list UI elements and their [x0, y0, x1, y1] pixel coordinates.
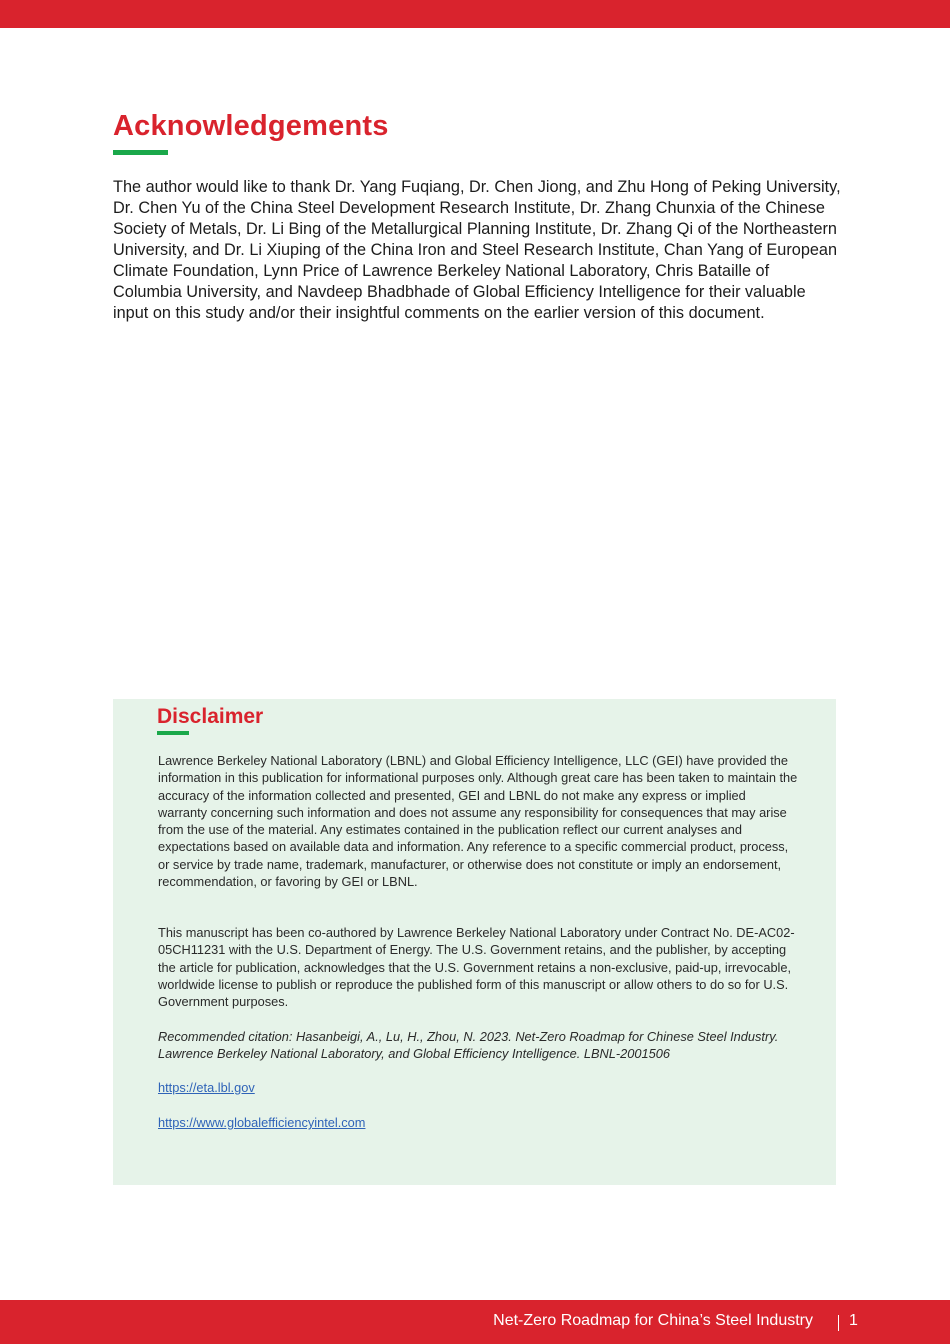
footer-bar — [0, 1300, 950, 1344]
page-number: 1 — [849, 1312, 858, 1329]
acknowledgements-heading: Acknowledgements — [113, 110, 389, 142]
recommended-citation: Recommended citation: Hasanbeigi, A., Lu, H., Zhou, N. 2023. Net-Zero Roadmap for Chinese Steel Industry. Lawrence Berkeley National Laboratory, and Global Efficiency Intelligence. LBNL-2001506 — [158, 1029, 779, 1062]
gei-link[interactable]: https://www.globalefficiencyintel.com — [158, 1115, 366, 1130]
footer-document-title: Net-Zero Roadmap for China’s Steel Industry — [493, 1312, 813, 1329]
link-row-lbl — [158, 1079, 798, 1096]
footer-separator — [838, 1315, 839, 1331]
lbl-link[interactable]: https://eta.lbl.gov — [158, 1080, 255, 1095]
disclaimer-paragraph-2: This manuscript has been co-authored by Lawrence Berkeley National Laboratory under Contract No. DE-AC02-05CH11231 with the U.S. Department of Energy. The U.S. Government retains, and the publisher, by accepting the article for publication, acknowledges that the U.S. Government retains a non-exclusive, paid-up, irrevocable, worldwide license to publish or reproduce the published form of this manuscript or allow others to do so for U.S. Government purposes. — [158, 925, 795, 1010]
heading-underline — [113, 150, 168, 155]
top-header-bar — [0, 0, 950, 28]
link-row-gei — [158, 1114, 798, 1131]
disclaimer-underline — [157, 731, 189, 735]
disclaimer-heading: Disclaimer — [157, 705, 264, 728]
disclaimer-box — [113, 699, 836, 1185]
acknowledgements-body: The author would like to thank Dr. Yang Fuqiang, Dr. Chen Jiong, and Zhu Hong of Peking University, Dr. Chen Yu of the China Steel Development Research Institute, Dr. Zhang Chunxia of the Chinese Society of Metals, Dr. Li Bing of the Metallurgical Planning Institute, Dr. Zhang Qi of the Northeastern University, and Dr. Li Xiuping of the China Iron and Steel Research Institute, Chan Yang of European Climate Foundation, Lynn Price of Lawrence Berkeley National Laboratory, Chris Bataille of Columbia University, and Navdeep Bhadbhade of Global Efficiency Intelligence for their valuable input on this study and/or their insightful comments on the earlier version of this document. — [113, 178, 841, 322]
disclaimer-paragraph-1: Lawrence Berkeley National Laboratory (LBNL) and Global Efficiency Intelligence, LLC (GEI) have provided the information in this publication for informational purposes only. Although great care has been taken to maintain the accuracy of the information collected and presented, GEI and LBNL do not make any express or implied warranty concerning such information and does not assume any responsibility for consequences that may arise from the use of the material. Any estimates contained in the publication reflect our current analyses and expectations based on available data and information. Any reference to a specific commercial product, process, or service by trade name, trademark, manufacturer, or otherwise does not constitute or imply an endorsement, recommendation, or favoring by GEI or LBNL. — [158, 753, 798, 890]
